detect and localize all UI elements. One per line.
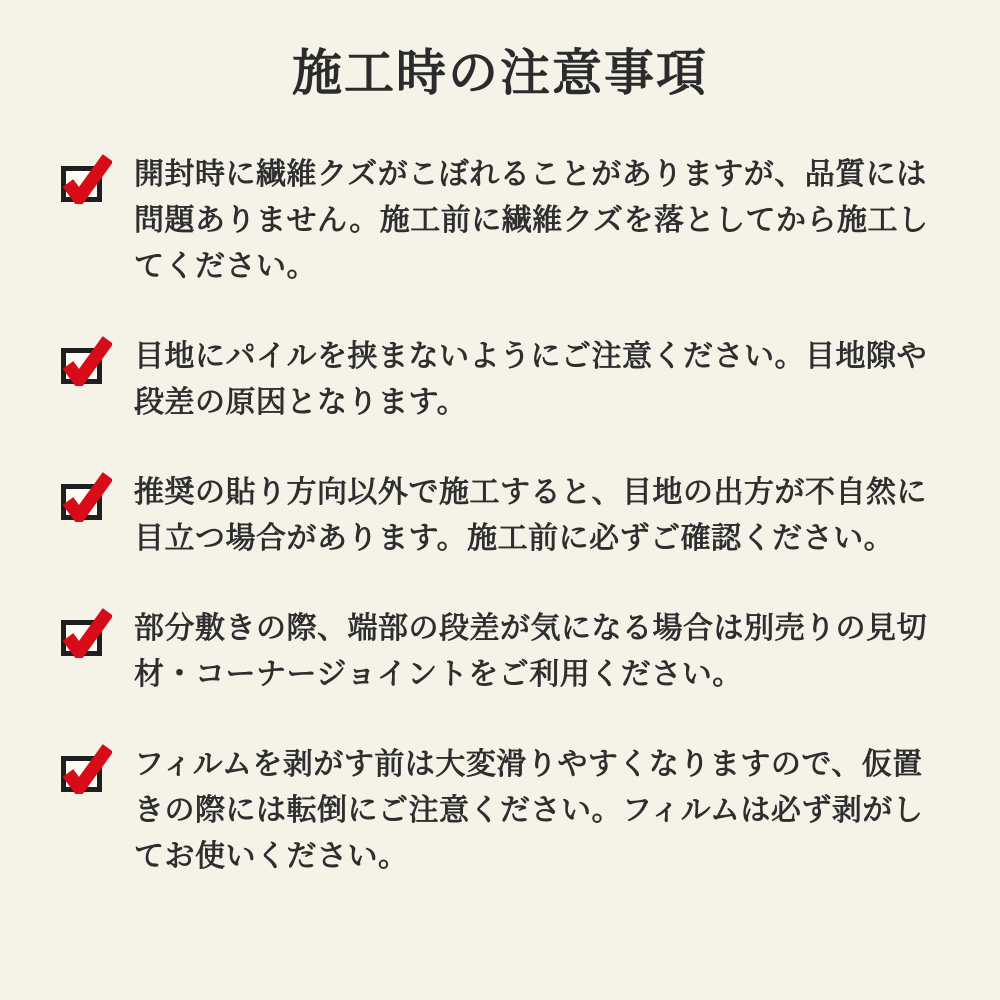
checked-checkbox-icon <box>60 744 112 794</box>
precaution-text: 推奨の貼り方向以外で施工すると、目地の出方が不自然に目立つ場合があります。施工前に必ずご確認ください。 <box>134 476 927 555</box>
checked-checkbox-icon <box>60 154 112 204</box>
checked-checkbox-icon <box>60 608 112 658</box>
precaution-text: 目地にパイルを挟まないようにご注意ください。目地隙や段差の原因となります。 <box>134 340 927 419</box>
list-item <box>60 748 946 880</box>
page-title: 施工時の注意事項 <box>292 45 708 101</box>
checked-checkbox-icon <box>60 472 112 522</box>
list-item <box>60 340 946 426</box>
list-item <box>60 158 946 290</box>
list-item <box>60 476 946 562</box>
precaution-text: 部分敷きの際、端部の段差が気になる場合は別売りの見切材・コーナージョイントをご利用ください。 <box>134 612 927 691</box>
precaution-text: 開封時に繊維クズがこぼれることがありますが、品質には問題ありません。施工前に繊維クズを落としてから施工してください。 <box>134 158 929 283</box>
list-item <box>60 612 946 698</box>
checked-checkbox-icon <box>60 336 112 386</box>
precaution-text: フィルムを剥がす前は大変滑りやすくなりますので、仮置きの際には転倒にご注意ください。フィルムは必ず剥がしてお使いください。 <box>134 748 924 873</box>
precaution-checklist <box>0 158 1000 880</box>
